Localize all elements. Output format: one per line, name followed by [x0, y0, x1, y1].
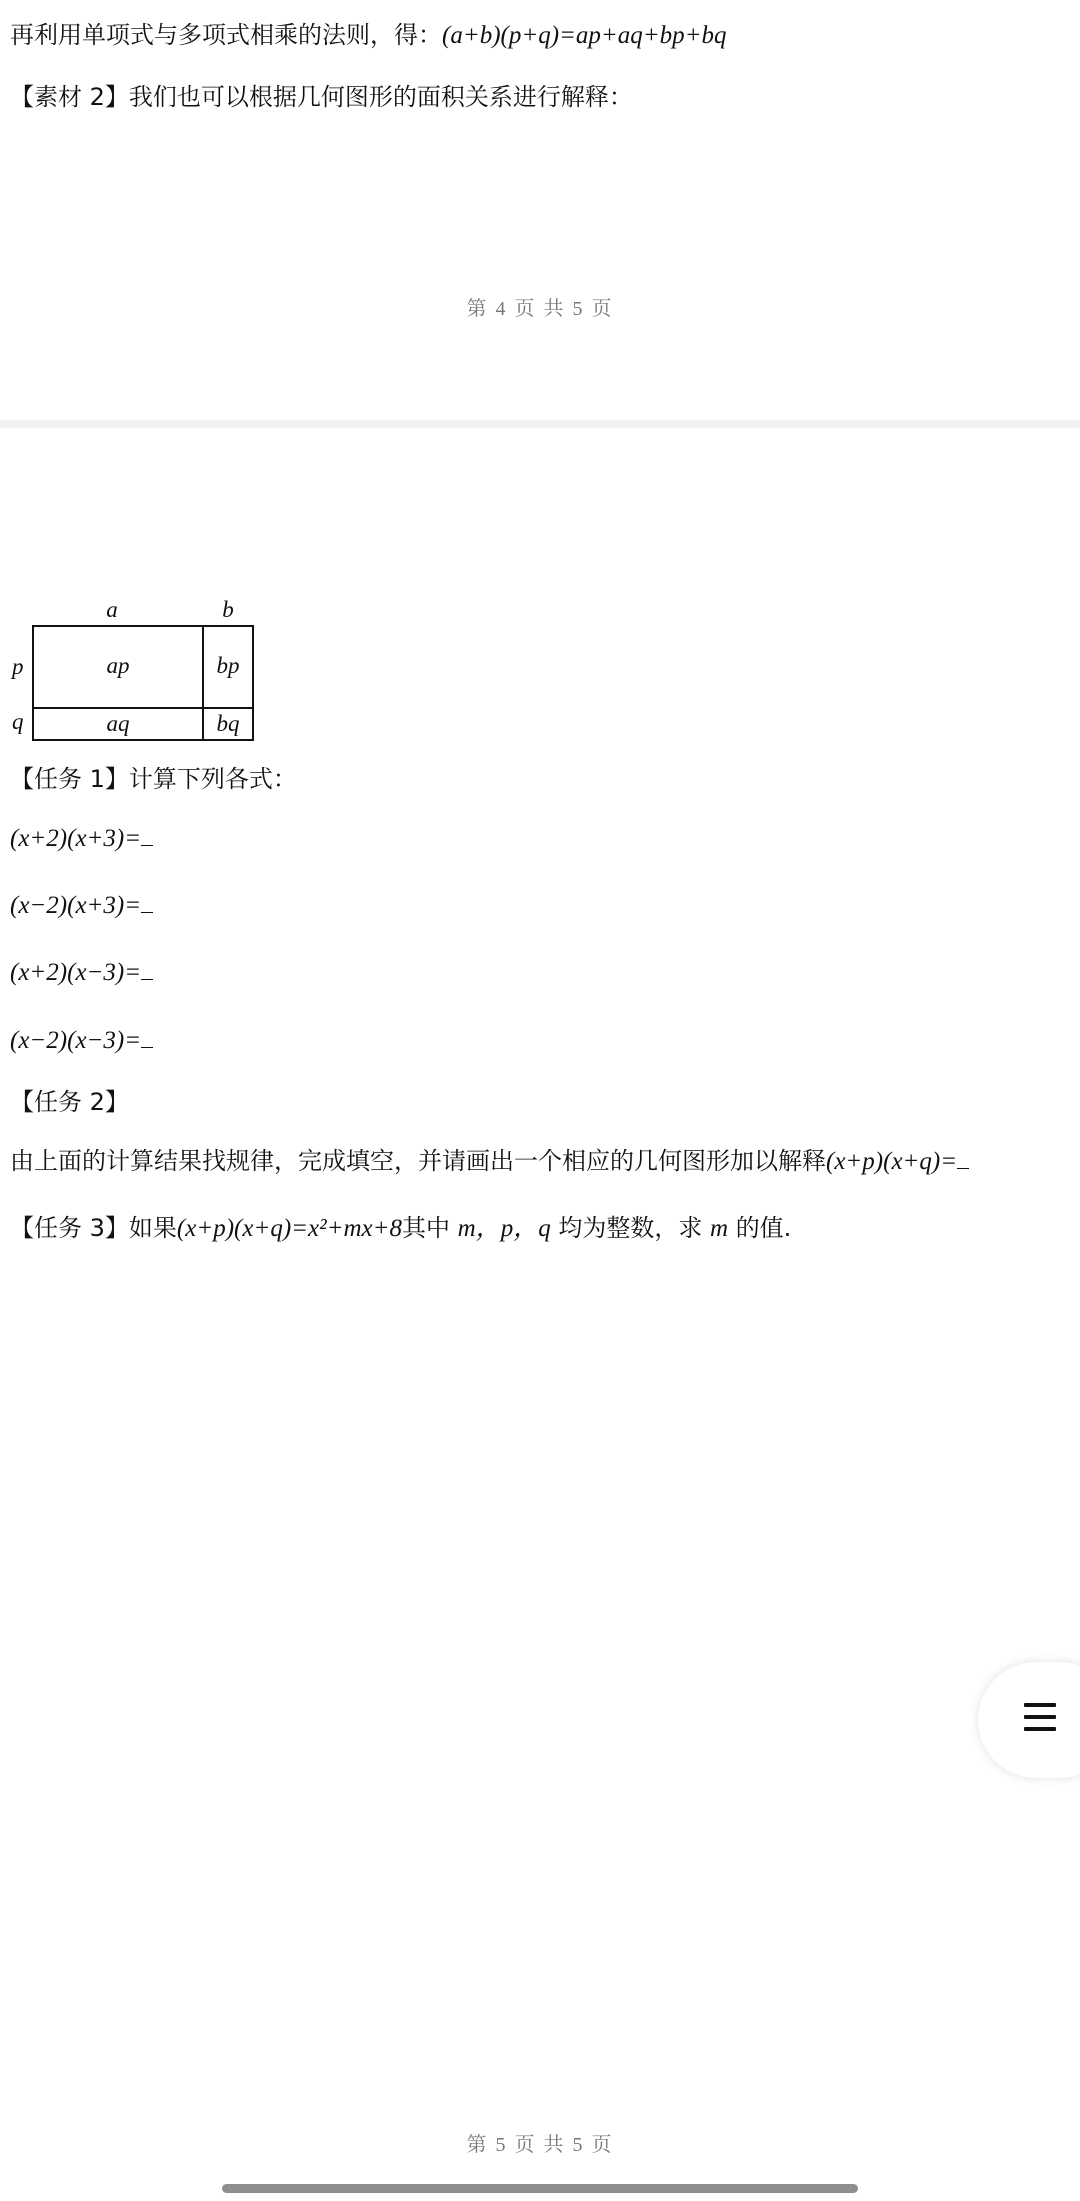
- task2-title: 【任务 2】: [10, 1088, 129, 1116]
- hamburger-menu-icon: [1024, 1703, 1056, 1731]
- task1-item-3-formula: (x+2)(x−3)=: [10, 959, 142, 986]
- answer-blank: [141, 1027, 153, 1048]
- menu-button[interactable]: [978, 1662, 1080, 1778]
- task3-vars: m，p，q: [457, 1215, 551, 1242]
- task3-mid: 其中: [402, 1214, 450, 1242]
- diagram-cell-ap: ap: [106, 653, 130, 678]
- answer-blank: [141, 892, 153, 913]
- task3-suffix: 的值.: [735, 1214, 792, 1242]
- page-separator: [0, 420, 1080, 428]
- task2-text: 由上面的计算结果找规律，完成填空，并请画出一个相应的几何图形加以解释: [10, 1147, 826, 1175]
- page4-footer: 第 4 页 共 5 页: [466, 298, 614, 320]
- diagram-cell-aq: aq: [106, 711, 130, 736]
- task2-line: [10, 1144, 969, 1179]
- task1-item-4-formula: (x−2)(x−3)=: [10, 1027, 142, 1054]
- home-indicator[interactable]: [222, 2184, 858, 2193]
- task1-item-1-formula: (x+2)(x+3)=: [10, 825, 142, 852]
- diagram-cell-bp: bp: [216, 653, 240, 678]
- task2-formula: (x+p)(x+q)=: [826, 1148, 958, 1175]
- task3-var-m: m: [709, 1215, 729, 1242]
- task3-mid2: 均为整数，求: [558, 1214, 703, 1242]
- answer-blank: [957, 1148, 969, 1169]
- page4-line1-text: 再利用单项式与多项式相乘的法则，得：: [10, 21, 442, 49]
- task1-item-4: [10, 1023, 153, 1058]
- task1-title: 【任务 1】计算下列各式：: [10, 765, 297, 793]
- material2-line: 【素材 2】我们也可以根据几何图形的面积关系进行解释：: [10, 83, 633, 111]
- task1-item-2-formula: (x−2)(x+3)=: [10, 892, 142, 919]
- task1-item-1: [10, 821, 153, 856]
- page4-line1-formula: (a+b)(p+q)=ap+aq+bp+bq: [442, 22, 727, 49]
- answer-blank: [141, 825, 153, 846]
- page4-line1: [10, 18, 727, 53]
- diagram-row-label-q: q: [12, 709, 24, 734]
- diagram-col-label-a: a: [106, 597, 118, 622]
- task3-formula: (x+p)(x+q)=x²+mx+8: [176, 1215, 402, 1242]
- page5-footer: 第 5 页 共 5 页: [466, 2134, 614, 2156]
- diagram-row-label-p: p: [12, 654, 24, 679]
- area-diagram: [0, 592, 270, 748]
- task1-item-2: [10, 888, 153, 923]
- task3-prefix: 【任务 3】如果: [10, 1214, 177, 1242]
- diagram-cell-bq: bq: [216, 711, 240, 736]
- task1-item-3: [10, 955, 153, 990]
- task3-line: [10, 1211, 791, 1246]
- diagram-col-label-b: b: [222, 597, 234, 622]
- answer-blank: [141, 959, 153, 980]
